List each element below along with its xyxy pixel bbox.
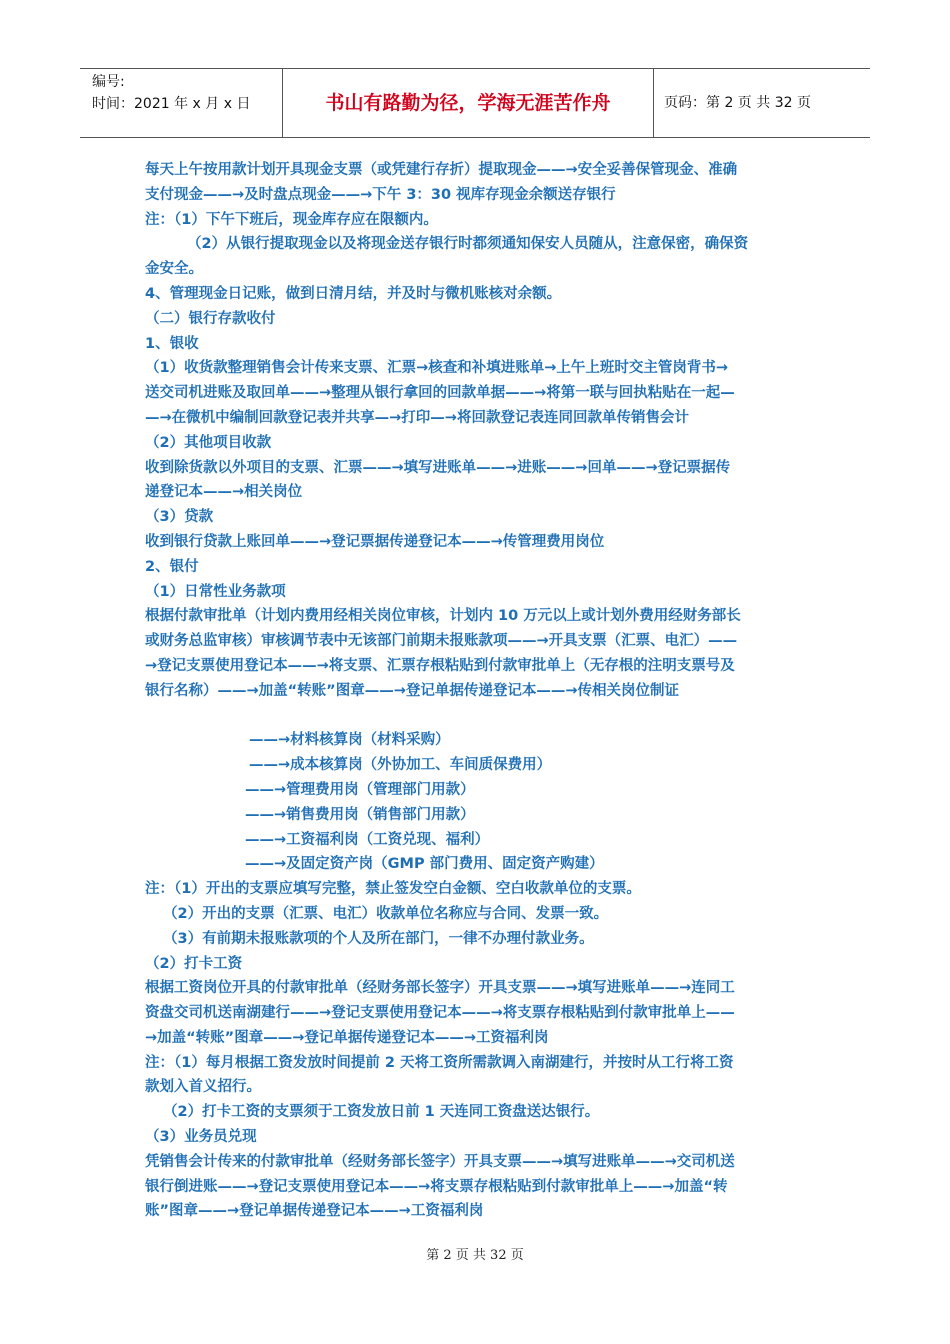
item-heading: （2）打卡工资 — [145, 955, 243, 972]
body-line: 金安全。 — [145, 261, 203, 278]
flow-branch: ——→销售费用岗（销售部门用款） — [245, 806, 475, 823]
note-line: （2）开出的支票（汇票、电汇）收款单位名称应与合同、发票一致。 — [163, 905, 609, 922]
blank-line — [145, 704, 805, 729]
body-line: 或财务总监审核）审核调节表中无该部门前期未报账款项——→开具支票（汇票、电汇）—— — [145, 633, 738, 650]
header-page-info: 页码：第 2 页 共 32 页 — [664, 95, 811, 111]
body-line: →加盖“转账”图章——→登记单据传递登记本——→工资福利岗 — [145, 1029, 549, 1046]
section-heading: （二）银行存款收付 — [145, 310, 276, 327]
body-line: 递登记本——→相关岗位 — [145, 484, 303, 501]
body-line: →登记支票使用登记本——→将支票、汇票存根粘贴到付款审批单上（无存根的注明支票号及 — [145, 657, 735, 674]
body-line: 收到除货款以外项目的支票、汇票——→填写进账单——→进账——→回单——→登记票据传 — [145, 459, 731, 476]
body-line: 收到银行贷款上账回单——→登记票据传递登记本——→传管理费用岗位 — [145, 533, 605, 550]
item-heading: （2）其他项目收款 — [145, 434, 272, 451]
page-header — [80, 68, 870, 138]
note-line: 款划入首义招行。 — [145, 1079, 261, 1096]
body-line: 送交司机进账及取回单——→整理从银行拿回的回款单据——→将第一联与回执粘贴在一起— — [145, 385, 735, 402]
body-line: 每天上午按用款计划开具现金支票（或凭建行存折）提取现金——→安全妥善保管现金、准确 — [145, 162, 738, 178]
body-line: 资盘交司机送南湖建行——→登记支票使用登记本——→将支票存根粘贴到付款审批单上—— — [145, 1005, 735, 1022]
document-body — [145, 158, 805, 1224]
flow-branch: ——→及固定资产岗（GMP 部门费用、固定资产购建） — [245, 856, 604, 873]
serial-label: 编号: — [92, 74, 125, 90]
body-line: 凭销售会计传来的付款审批单（经财务部长签字）开具支票——→填写进账单——→交司机送 — [145, 1153, 735, 1170]
header-meta — [80, 69, 282, 137]
item-heading: （1）日常性业务款项 — [145, 583, 286, 600]
time-label: 时间：2021 年 x 月 x 日 — [92, 96, 251, 112]
body-line: 根据付款审批单（计划内费用经相关岗位审核，计划内 10 万元以上或计划外费用经财务部长 — [145, 608, 741, 625]
note-line: 注：（1）开出的支票应填写完整，禁止签发空白金额、空白收款单位的支票。 — [145, 881, 641, 898]
note-line: 注：（1）每月根据工资发放时间提前 2 天将工资所需款调入南湖建行，并按时从工行将工资 — [145, 1054, 734, 1071]
header-motto: 书山有路勤为径，学海无涯苦作舟 — [282, 69, 654, 137]
note-line: （3）有前期未报账款项的个人及所在部门，一律不办理付款业务。 — [163, 930, 594, 947]
body-line: 支付现金——→及时盘点现金——→下午 3：30 视库存现金余额送存银行 — [145, 186, 616, 203]
note-line: （2）打卡工资的支票须于工资发放日前 1 天连同工资盘送达银行。 — [163, 1104, 600, 1121]
body-line: 4、管理现金日记账，做到日清月结，并及时与微机账核对余额。 — [145, 285, 562, 302]
body-line: —→在微机中编制回款登记表并共享—→打印—→将回款登记表连同回款单传销售会计 — [145, 409, 689, 426]
body-line: （1）收货款整理销售会计传来支票、汇票→核查和补填进账单→上午上班时交主管岗背书→ — [145, 360, 729, 377]
flow-branch: ——→工资福利岗（工资兑现、福利） — [245, 831, 490, 848]
item-heading: （3）贷款 — [145, 509, 214, 526]
body-line: 根据工资岗位开具的付款审批单（经财务部长签字）开具支票——→填写进账单——→连同工 — [145, 980, 735, 997]
body-line: 银行倒进账——→登记支票使用登记本——→将支票存根粘贴到付款审批单上——→加盖“转 — [145, 1178, 728, 1195]
flow-branch: ——→管理费用岗（管理部门用款） — [245, 781, 475, 798]
subsection-heading: 1、银收 — [145, 335, 199, 352]
subsection-heading: 2、银付 — [145, 558, 199, 575]
item-heading: （3）业务员兑现 — [145, 1129, 257, 1146]
flow-branch: ——→材料核算岗（材料采购） — [249, 732, 450, 749]
body-line: 注：（1）下午下班后，现金库存应在限额内。 — [145, 211, 438, 228]
body-line: （2）从银行提取现金以及将现金送存银行时都须通知保安人员随从，注意保密，确保资 — [187, 236, 749, 253]
page-footer: 第 2 页 共 32 页 — [426, 1248, 524, 1263]
flow-branch: ——→成本核算岗（外协加工、车间质保费用） — [249, 757, 552, 774]
body-line: 账”图章——→登记单据传递登记本——→工资福利岗 — [145, 1203, 484, 1220]
body-line: 银行名称）——→加盖“转账”图章——→登记单据传递登记本——→传相关岗位制证 — [145, 682, 680, 699]
